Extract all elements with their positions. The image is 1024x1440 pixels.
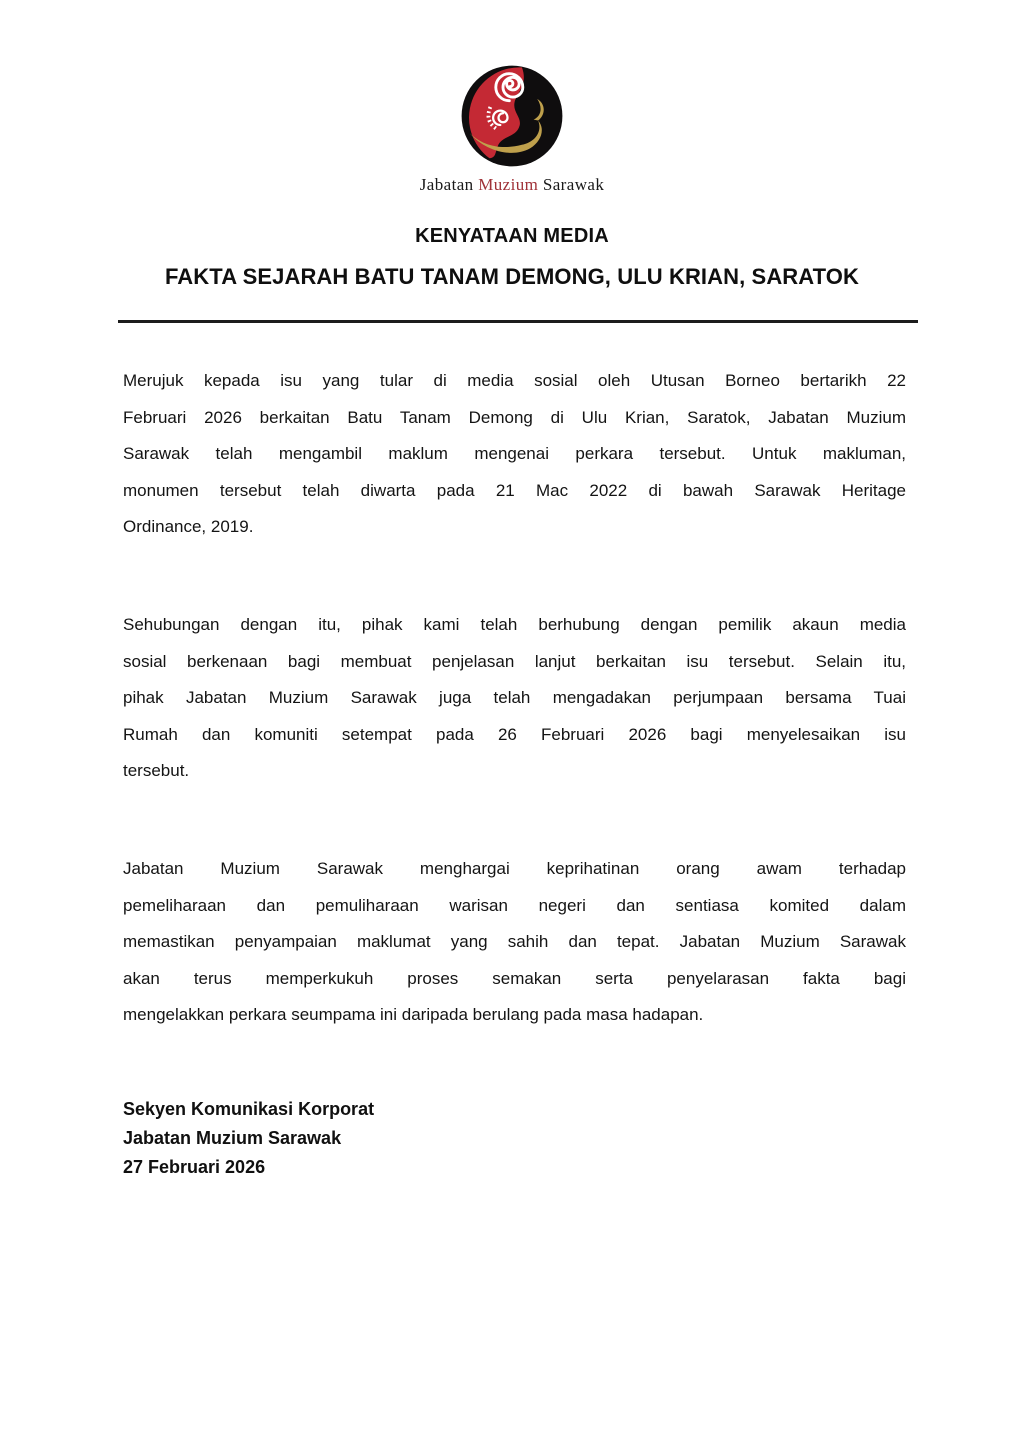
signature-department: Jabatan Muzium Sarawak [123, 1127, 342, 1148]
logo-wordmark-sarawak: Sarawak [538, 175, 605, 194]
paragraph-line: pemeliharaan dan pemuliharaan warisan negeri dan sentiasa komited dalam [123, 895, 906, 915]
paragraph-line: monumen tersebut telah diwarta pada 21 Mac 2022 di bawah Sarawak Heritage [123, 480, 906, 500]
paragraph-3 [123, 851, 906, 1034]
signature-block [123, 1095, 1024, 1182]
logo-wordmark-muzium: Muzium [478, 175, 539, 194]
header-divider [118, 320, 918, 323]
signature-date: 27 Februari 2026 [123, 1156, 266, 1177]
paragraph-line: Februari 2026 berkaitan Batu Tanam Demong di Ulu Krian, Saratok, Jabatan Muzium [123, 407, 906, 427]
paragraph-line: Rumah dan komuniti setempat pada 26 Februari 2026 bagi menyelesaikan isu [123, 724, 906, 744]
paragraph-line: Sehubungan dengan itu, pihak kami telah berhubung dengan pemilik akaun media [123, 614, 906, 634]
paragraph-line: pihak Jabatan Muzium Sarawak juga telah mengadakan perjumpaan bersama Tuai [123, 688, 906, 708]
paragraph-line: sosial berkenaan bagi membuat penjelasan lanjut berkaitan isu tersebut. Selain itu, [123, 651, 906, 671]
paragraph-line: mengelakkan perkara seumpama ini daripada berulang pada masa hadapan. [123, 1005, 704, 1025]
logo-wordmark-jabatan: Jabatan [419, 175, 479, 194]
press-release-body [123, 363, 906, 1034]
press-release-title: KENYATAAN MEDIA [415, 225, 609, 247]
museum-logo-icon [458, 62, 566, 170]
signature-section: Sekyen Komunikasi Korporat [123, 1098, 375, 1119]
paragraph-2 [123, 607, 906, 790]
press-release-subtitle: FAKTA SEJARAH BATU TANAM DEMONG, ULU KRIAN, SARATOK [164, 264, 859, 289]
paragraph-line: memastikan penyampaian maklumat yang sahih dan tepat. Jabatan Muzium Sarawak [123, 932, 906, 952]
logo-wordmark [0, 174, 1024, 196]
paragraph-1 [123, 363, 906, 546]
paragraph-line: Merujuk kepada isu yang tular di media sosial oleh Utusan Borneo bertarikh 22 [123, 371, 906, 390]
logo [0, 0, 1024, 196]
paragraph-line: Jabatan Muzium Sarawak menghargai keprihatinan orang awam terhadap [123, 858, 906, 878]
paragraph-line: Sarawak telah mengambil maklum mengenai perkara tersebut. Untuk makluman, [123, 444, 906, 464]
paragraph-line: Ordinance, 2019. [123, 517, 254, 537]
paragraph-line: tersebut. [123, 761, 190, 781]
paragraph-line: akan terus memperkukuh proses semakan serta penyelarasan fakta bagi [123, 968, 906, 988]
